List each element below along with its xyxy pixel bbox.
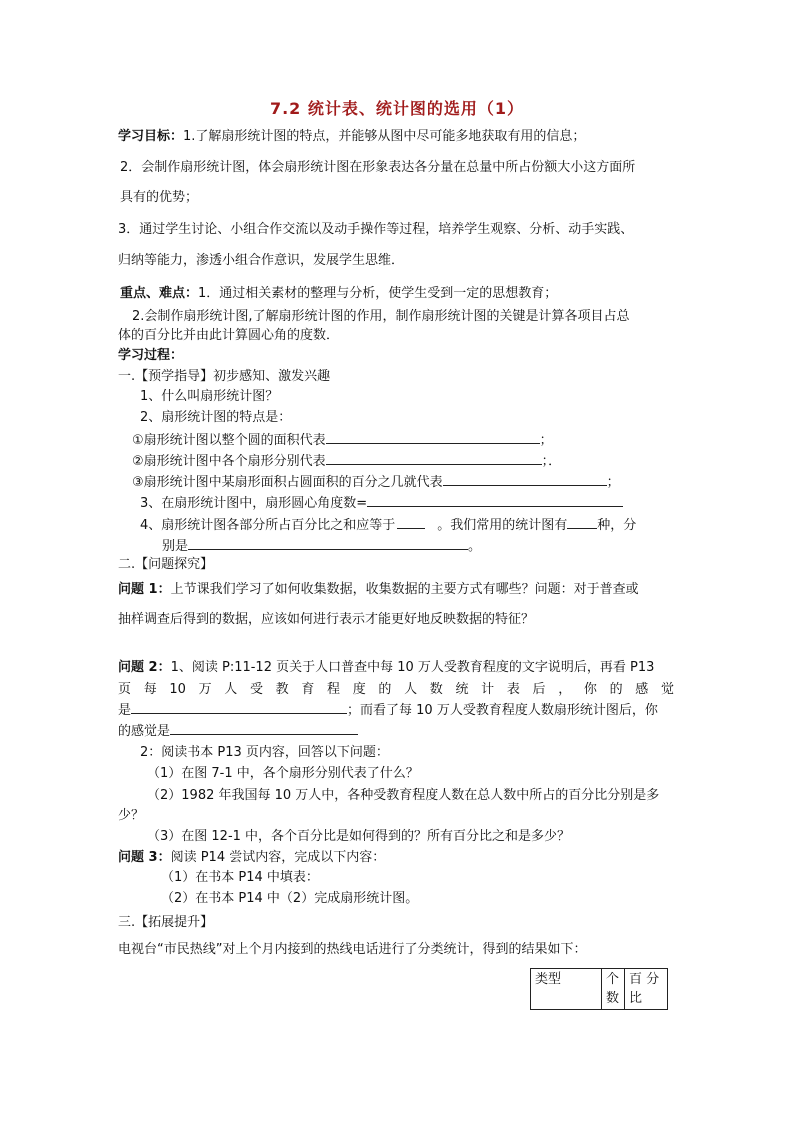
q4-text-e: 。 — [468, 539, 482, 554]
justified-word: 统 — [455, 682, 469, 697]
justified-word: 育 — [301, 682, 315, 697]
point-2-end: ；． — [541, 454, 562, 469]
justified-word: 程 — [327, 682, 341, 697]
problem-2-line-c — [118, 701, 658, 719]
problem-3-label: 问题 3： — [118, 850, 171, 865]
justified-word: 人 — [404, 682, 418, 697]
q4-blank-count[interactable] — [567, 516, 597, 529]
header-count — [602, 969, 625, 1010]
key-point-2-line-b: 体的百分比并由此计算圆心角的度数． — [118, 328, 340, 343]
problem-2-text-d: 的感觉是 — [118, 724, 171, 739]
point-3-end: ； — [606, 475, 620, 490]
header-percent-line-2: 比 — [629, 991, 643, 1006]
problem-1-line-a — [118, 582, 639, 598]
section-3-intro: 电视台“市民热线”对上个月内接到的热线电话进行了分类统计，得到的结果如下： — [118, 942, 587, 957]
problem-2-blank-feeling-2[interactable] — [170, 722, 358, 735]
problem-1-label: 问题 1： — [118, 582, 171, 597]
justified-word: 人 — [224, 682, 238, 697]
read-question-1: （1）在图 7-1 中，各个扇形分别代表了什么？ — [147, 766, 419, 781]
justified-word: 你 — [583, 682, 597, 697]
key-points-label: 重点、难点： — [120, 286, 199, 301]
problem-1-text-a: 上节课我们学习了如何收集数据，收集数据的主要方式有哪些？问题：对于普查或 — [170, 582, 639, 597]
table-header-row — [531, 969, 668, 1010]
q3-text: 3、在扇形统计图中，扇形圆心角度数= — [140, 496, 368, 511]
objective-1: 1.了解扇形统计图的特点，并能够从图中尽可能多地获取有用的信息； — [183, 129, 586, 144]
key-point-2-line-a: 2.会制作扇形统计图,了解扇形统计图的作用，制作扇形统计图的关键是计算各项目占总 — [132, 309, 630, 324]
justified-word: 表 — [506, 682, 520, 697]
section-1-heading: 一.【预学指导】初步感知、激发兴趣 — [118, 369, 331, 384]
q4-text-b: 。我们常用的统计图有 — [437, 518, 568, 533]
header-count-line-1: 个 — [606, 972, 620, 987]
problem-2-line-d — [118, 722, 358, 740]
section-1-point-2 — [132, 452, 561, 470]
objectives-line-1 — [118, 129, 585, 145]
process-label: 学习过程： — [118, 348, 184, 363]
point-2-text: ②扇形统计图中各个扇形分别代表 — [132, 454, 326, 469]
point-1-blank[interactable] — [326, 431, 540, 444]
key-point-1: 1．通过相关素材的整理与分析，使学生受到一定的思想教育； — [198, 286, 558, 301]
justified-word: ， — [558, 682, 572, 697]
objective-3-line-b: 归纳等能力，渗透小组合作意识，发展学生思维． — [118, 253, 405, 268]
justified-word: 的 — [609, 682, 623, 697]
point-3-blank[interactable] — [443, 473, 607, 486]
q3-blank[interactable] — [367, 494, 623, 507]
justified-word: 受 — [249, 682, 263, 697]
point-1-end: ； — [539, 433, 553, 448]
problem-3-text: 阅读 P14 尝试内容，完成以下内容： — [170, 850, 386, 865]
justified-word: 的 — [378, 682, 392, 697]
problem-2-line-a — [118, 660, 654, 676]
problem-3-step-1: （1）在书本 P14 中填表： — [161, 870, 319, 885]
justified-word: 计 — [481, 682, 495, 697]
point-1-text: ①扇形统计图以整个圆的面积代表 — [132, 433, 326, 448]
read-question-3: （3）在图 12-1 中，各个百分比是如何得到的？所有百分比之和是多少？ — [147, 829, 571, 844]
justified-word: 万 — [198, 682, 212, 697]
justified-word: 感 — [635, 682, 649, 697]
q4-text-a: 4、扇形统计图各部分所占百分比之和应等于 — [140, 518, 396, 533]
header-type: 类型 — [531, 969, 602, 1010]
problem-3-line — [118, 850, 385, 866]
q4-blank-types[interactable] — [188, 537, 468, 550]
section-1-q3 — [140, 494, 623, 512]
section-1-q4-cont — [162, 537, 481, 555]
section-1-q4 — [140, 516, 636, 534]
section-2-heading: 二.【问题探究】 — [118, 557, 214, 572]
objectives-label: 学习目标： — [118, 129, 184, 144]
problem-2-blank-feeling-1[interactable] — [131, 701, 347, 714]
header-percent — [625, 969, 668, 1010]
point-3-text: ③扇形统计图中某扇形面积占圆面积的百分之几就代表 — [132, 475, 443, 490]
section-1-q2: 2、扇形统计图的特点是： — [140, 410, 292, 425]
objective-3-line-a: 3．通过学生讨论、小组合作交流以及动手操作等过程，培养学生观察、分析、动手实践、 — [118, 222, 634, 237]
section-1-point-1 — [132, 431, 553, 449]
classification-table — [530, 968, 668, 1010]
problem-2-line-b — [118, 682, 674, 698]
q4-text-c: 种，分 — [597, 518, 637, 533]
justified-word: 教 — [275, 682, 289, 697]
objective-2-line-b: 具有的优势； — [120, 190, 199, 205]
justified-word: 页 — [118, 682, 132, 697]
problem-1-line-b: 抽样调查后得到的数据，应该如何进行表示才能更好地反映数据的特征？ — [118, 612, 535, 627]
problem-2-text-c-a: 是 — [118, 703, 132, 718]
section-1-q1: 1、什么叫扇形统计图？ — [140, 389, 279, 404]
justified-word: 10 — [169, 682, 186, 697]
justified-word: 觉 — [660, 682, 674, 697]
problem-2-label: 问题 2： — [118, 660, 171, 675]
justified-word: 后 — [532, 682, 546, 697]
header-count-line-2: 数 — [606, 991, 620, 1006]
justified-word: 度 — [352, 682, 366, 697]
objective-2-line-a: 2．会制作扇形统计图，体会扇形统计图在形象表达各分量在总量中所占份额大小这方面所 — [120, 160, 636, 175]
read-instruction: 2：阅读书本 P13 页内容，回答以下问题： — [140, 745, 389, 760]
key-points-line-1 — [120, 286, 557, 302]
section-3-heading: 三.【拓展提升】 — [118, 915, 214, 930]
page-title: 7.2 统计表、统计图的选用（1） — [269, 99, 525, 118]
problem-2-text-c-b: ；而看了每 10 万人受教育程度人数扇形统计图后，你 — [347, 703, 658, 718]
q4-text-d: 别是 — [162, 539, 189, 554]
section-1-point-3 — [132, 473, 620, 491]
point-2-blank[interactable] — [326, 452, 542, 465]
problem-2-text-a: 1、阅读 P:11-12 页关于人口普查中每 10 万人受教育程度的文字说明后，再看 P13 — [170, 660, 655, 675]
problem-3-step-2: （2）在书本 P14 中（2）完成扇形统计图。 — [161, 891, 419, 906]
read-question-2-a: （2）1982 年我国每 10 万人中，各种受教育程度人数在总人数中所占的百分比分别是多 — [147, 788, 660, 803]
justified-word: 每 — [143, 682, 157, 697]
justified-word: 数 — [429, 682, 443, 697]
read-question-2-b: 少？ — [118, 808, 145, 823]
header-percent-line-1: 百 分 — [629, 972, 660, 987]
q4-blank-sum[interactable] — [397, 516, 425, 529]
